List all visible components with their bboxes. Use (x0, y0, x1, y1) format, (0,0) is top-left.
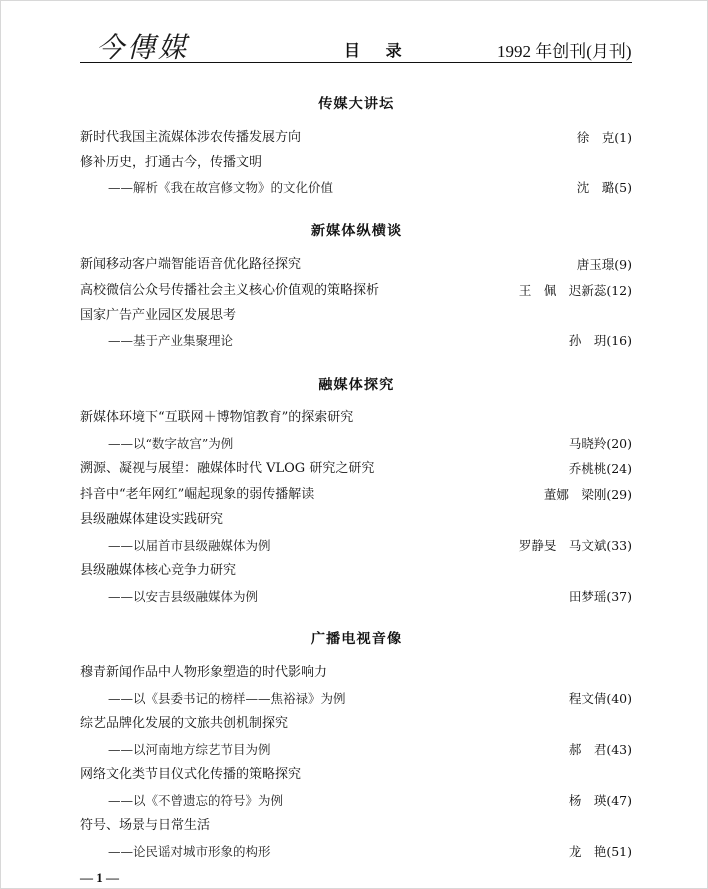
section-title: 传媒大讲坛 (317, 96, 395, 112)
toc-entry[interactable]: 抖音中“老年网红”崛起现象的弱传播解读 董娜 梁刚(29) (80, 487, 632, 502)
toc-subentry[interactable]: ——解析《我在故宫修文物》的文化价值 沈 璐(5) (108, 180, 632, 195)
toc-entry[interactable]: 穆青新闻作品中人物形象塑造的时代影响力 (80, 665, 328, 680)
section-title: 新媒体纵横谈 (310, 223, 402, 239)
toc-entry[interactable]: 综艺品牌化发展的文旅共创机制探究 (80, 716, 289, 731)
toc-subentry[interactable]: ——论民谣对城市形象的构形 龙 艳(51) (108, 844, 632, 859)
toc-subentry[interactable]: ——以安吉县级融媒体为例 田梦瑶(37) (108, 589, 632, 604)
toc-subentry[interactable]: ——以《县委书记的榜样——焦裕禄》为例 程文倩(40) (108, 691, 632, 706)
section-title: 融媒体探究 (317, 377, 395, 393)
section-title: 广播电视音像 (310, 631, 402, 647)
toc-entry[interactable]: 新时代我国主流媒体涉农传播发展方向 徐 克(1) (80, 130, 632, 145)
toc-entry[interactable]: 符号、场景与日常生活 (80, 818, 211, 833)
toc-subentry[interactable]: ——以河南地方综艺节目为例 郝 君(43) (108, 742, 632, 757)
issue-info: 1992 年创刊(月刊) (497, 42, 632, 61)
toc-subentry[interactable]: ——以届首市县级融媒体为例 罗静旻 马文斌(33) (108, 538, 632, 553)
toc-entry[interactable]: 县级融媒体建设实践研究 (80, 512, 224, 527)
page-title: 目 录 (344, 41, 412, 60)
toc-entry[interactable]: 新闻移动客户端智能语音优化路径探究 唐玉璟(9) (80, 257, 632, 272)
page-number: — 1 — (80, 870, 119, 885)
toc-entry[interactable]: 县级融媒体核心竞争力研究 (80, 563, 237, 578)
toc-subentry[interactable]: ——以“数字故宫”为例 马晓羚(20) (108, 436, 632, 451)
header-rule (80, 62, 632, 63)
journal-logo: 今傳媒 (96, 31, 190, 64)
toc-subentry[interactable]: ——基于产业集聚理论 孙 玥(16) (108, 333, 632, 348)
toc-entry[interactable]: 网络文化类节目仪式化传播的策略探究 (80, 767, 302, 782)
toc-entry[interactable]: 修补历史，打通古今，传播文明 (80, 155, 263, 170)
toc-entry[interactable]: 新媒体环境下“互联网＋博物馆教育”的探索研究 (80, 410, 354, 425)
toc-entry[interactable]: 溯源、凝视与展望：融媒体时代 VLOG 研究之研究 乔桃桃(24) (80, 461, 632, 476)
toc-entry[interactable]: 国家广告产业园区发展思考 (80, 308, 237, 323)
toc-entry[interactable]: 高校微信公众号传播社会主义核心价值观的策略探析 王 佩 迟新蕊(12) (80, 283, 632, 298)
toc-subentry[interactable]: ——以《不曾遗忘的符号》为例 杨 瑛(47) (108, 793, 632, 808)
